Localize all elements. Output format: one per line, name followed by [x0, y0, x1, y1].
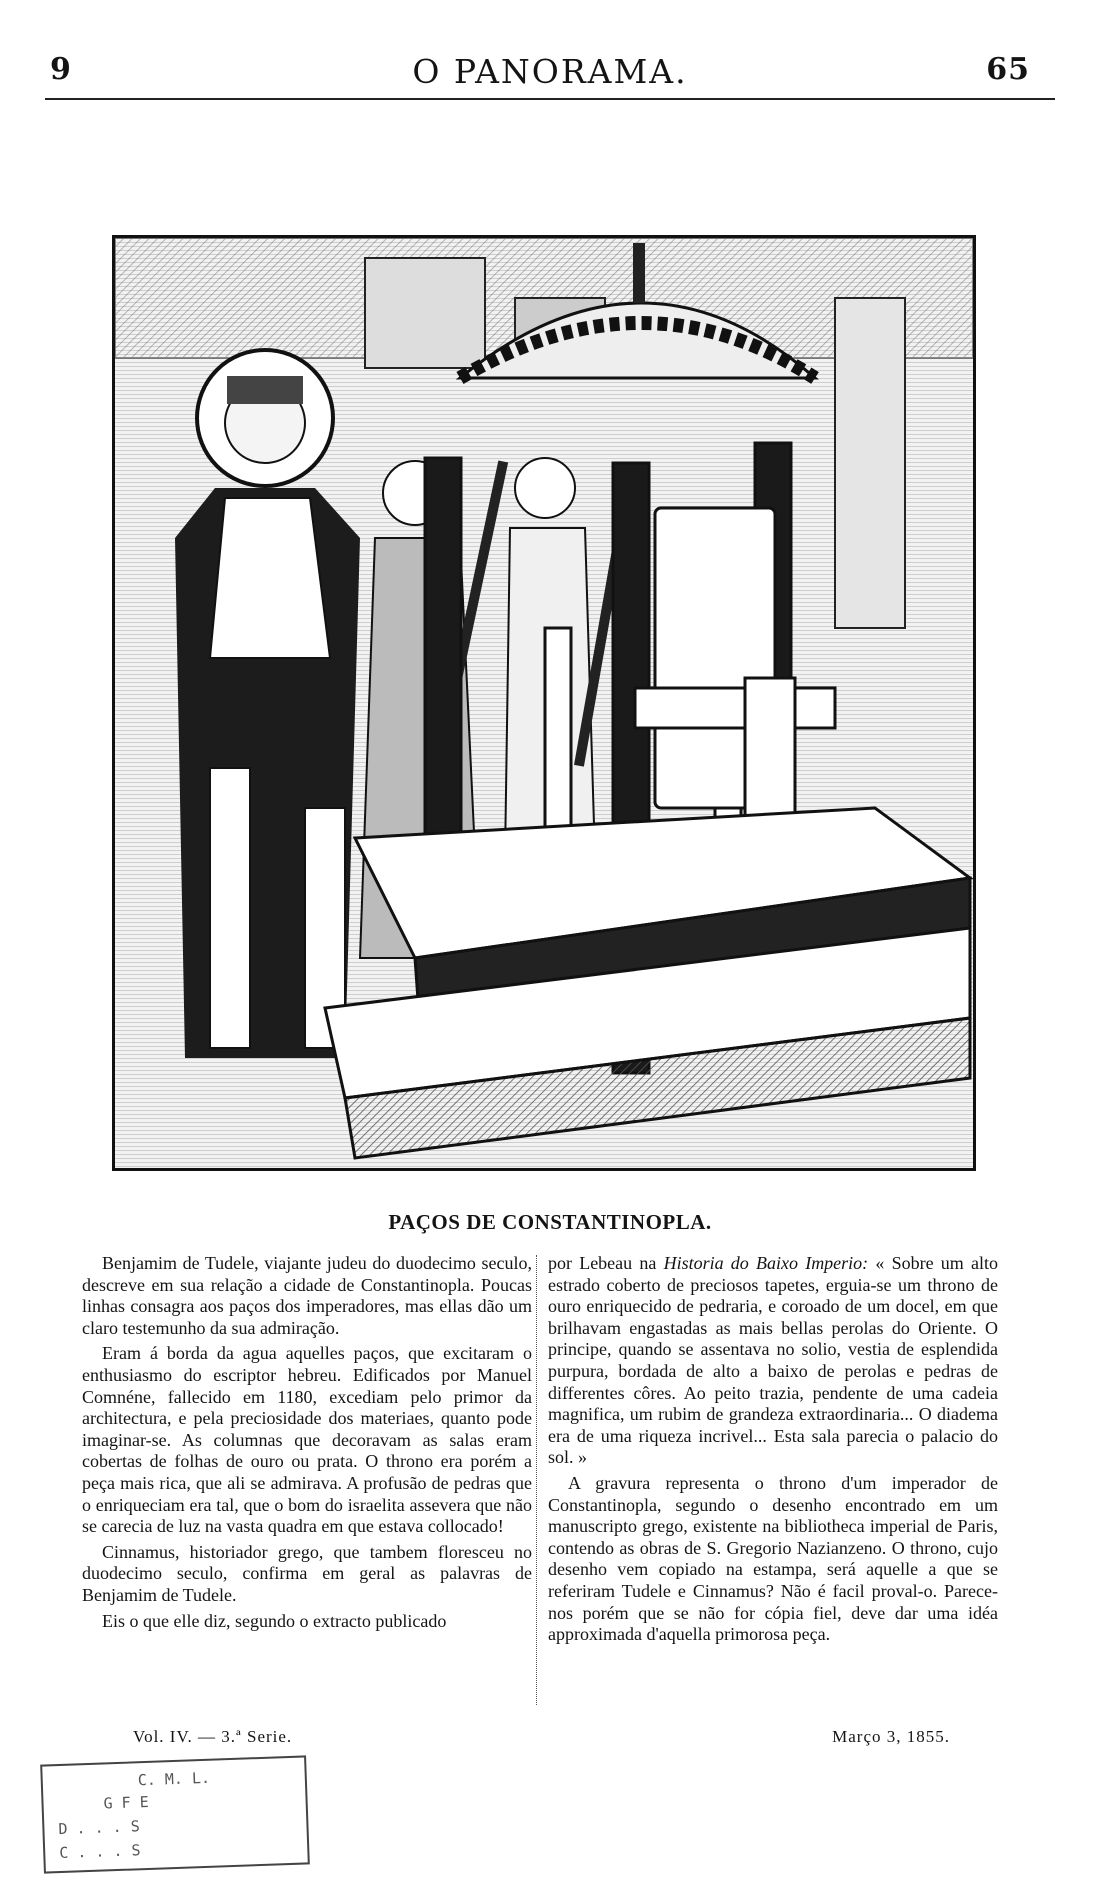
text-run: « Sobre um alto estrado coberto de preciosos tapetes, erguia-se um throno de ouro enriquecido de pedraria, e coroado de um docel, em que brilhavam engastadas as mais bellas perolas do Oriente. O principe, quando se assentava no solio, vestia de esplendida purpura, bordada de alto a baixo de perolas e pedras de differentes côres. Ao peito trazia, pendente de uma cadeia magnifica, um rubim de grandeza extraordinaria... O diadema era de uma riqueza incrivel... Esta sala parecia o palacio do sol. »	[548, 1253, 998, 1468]
article-title: PAÇOS DE CONSTANTINOPLA.	[388, 1210, 712, 1234]
paragraph: Eis o que elle diz, segundo o extracto publicado	[102, 1610, 447, 1631]
text-column-right	[548, 1253, 998, 1650]
page-number-left: 9	[50, 52, 72, 87]
volume-line: Vol. IV. — 3.ª Serie.	[133, 1727, 293, 1746]
engraving-illustration	[112, 235, 976, 1171]
stamp-line: C . . . S	[58, 1841, 141, 1863]
text-run: por Lebeau na	[548, 1253, 664, 1273]
paragraph: A gravura representa o throno d'um imperador de Constantinopla, segundo o desenho encontrado em um manuscripto grego, existente na bibliotheca imperial de Paris, contendo as obras de S. Gregorio Nazianzeno. O throno, cujo desenho vem copiado na estampa, será aquelle a que se referiram Tudele e Cinnamus? Não é facil proval-o. Parece-nos porém que se não for cópia fiel, deve dar uma idéa approximada d'aquella primorosa peça.	[548, 1472, 998, 1645]
paragraph: Eram á borda da agua aquelles paços, que excitaram o enthusiasmo do escriptor hebreu. Edificados por Manuel Comnéne, fallecido em 1180, excediam pelo primor da architectura, e pela preciosidade dos materiaes, quanto pode imaginar-se. As columnas que decoravam as salas eram cobertas de folhas de ouro ou prata. O throno era porém a peça mais rica, que ali se admirava. A profusão de pedras que o enriqueciam era tal, que o bom do israelita assevera que não se carecia de luz na vasta quadra em que estava collocado!	[82, 1343, 532, 1537]
stamp-line: G F E	[103, 1792, 150, 1813]
column-divider	[536, 1255, 537, 1705]
throne-engraving	[115, 238, 973, 1168]
page-number-right: 65	[986, 52, 1030, 87]
masthead-title: O PANORAMA.	[412, 52, 688, 91]
issue-date: Março 3, 1855.	[832, 1727, 950, 1746]
page-header	[0, 0, 1100, 110]
header-rule	[45, 98, 1055, 100]
stamp-line: C. M. L.	[137, 1768, 211, 1790]
library-stamp	[40, 1755, 310, 1873]
paragraph: Benjamim de Tudele, viajante judeu do duodecimo seculo, descreve em sua relação a cidade de Constantinopla. Poucas linhas consagra aos paços dos imperadores, mas ellas dão um claro testemunho da sua admiração.	[82, 1253, 532, 1338]
stamp-line: D . . . S	[58, 1817, 140, 1839]
paragraph	[548, 1253, 998, 1469]
book-title: Historia do Baixo Imperio:	[663, 1253, 869, 1273]
text-column-left	[82, 1253, 532, 1636]
paragraph: Cinnamus, historiador grego, que tambem floresceu no duodecimo seculo, confirma em geral as palavras de Benjamim de Tudele.	[82, 1541, 532, 1605]
